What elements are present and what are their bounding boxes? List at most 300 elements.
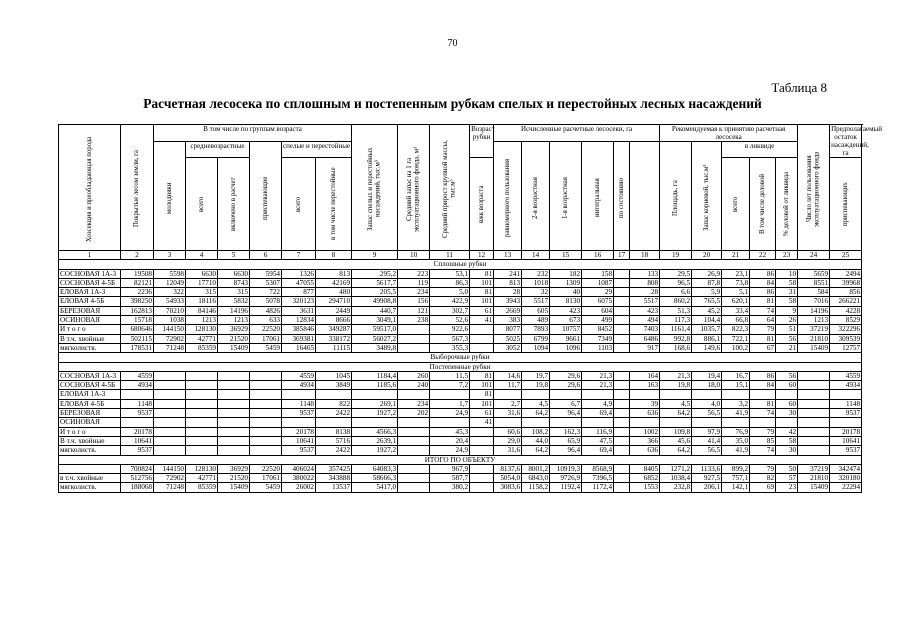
data-cell: 1133,6 [692, 464, 722, 473]
header-age-groups: В том числе по группам возраста [154, 125, 352, 142]
data-cell: 1103 [582, 343, 614, 352]
data-cell: 84146 [186, 306, 218, 315]
data-cell: 42771 [186, 334, 218, 343]
data-cell: 76,9 [722, 427, 750, 436]
data-cell: 636 [630, 446, 660, 455]
data-cell [352, 418, 398, 427]
data-cell: 423 [630, 306, 660, 315]
data-cell [470, 483, 494, 492]
row-label-cell: И т о г о [59, 325, 121, 334]
data-cell: 5617,7 [352, 278, 398, 287]
data-cell [614, 464, 630, 473]
data-cell: 23,1 [722, 269, 750, 278]
table-row [59, 436, 862, 445]
row-label-cell: БЕРЕЗОВАЯ [59, 409, 121, 418]
data-cell: 10 [776, 269, 798, 278]
header-years-of-use: Число лет пользования эксплуатационного фонда [806, 151, 821, 227]
data-cell [830, 390, 862, 399]
data-cell: 28 [494, 288, 522, 297]
data-cell: 37219 [798, 325, 830, 334]
data-cell: 8743 [218, 278, 250, 287]
data-cell: 26,9 [692, 269, 722, 278]
data-cell [750, 418, 776, 427]
data-cell: 241 [494, 269, 522, 278]
header-ripe-overripe: спелые и перестойные [282, 142, 352, 158]
data-cell: 41,9 [722, 446, 750, 455]
data-cell: 5659 [798, 269, 830, 278]
table-row [59, 334, 862, 343]
data-cell: 4934 [121, 381, 154, 390]
data-cell [614, 483, 630, 492]
data-cell: 385846 [282, 325, 316, 334]
data-cell [470, 325, 494, 334]
data-cell: 3849 [316, 381, 352, 390]
data-cell: 9537 [282, 446, 316, 455]
data-cell: 15409 [218, 483, 250, 492]
table-row [59, 269, 862, 278]
header-calculated-areas: Исчисленные расчетные лесосеки, га [494, 125, 660, 142]
row-label-cell: ЕЛОВАЯ 1А-3 [59, 288, 121, 297]
data-cell: 59517,0 [352, 325, 398, 334]
header-remaining-stands: Предполагаемый остаток насаждений, га [831, 125, 882, 157]
data-cell: 22294 [830, 483, 862, 492]
data-cell: 1038 [154, 316, 186, 325]
data-cell: 398250 [121, 297, 154, 306]
data-cell: 5459 [250, 343, 282, 352]
data-cell: 512756 [121, 474, 154, 483]
data-cell: 440,7 [352, 306, 398, 315]
data-cell: 480 [316, 288, 352, 297]
data-cell: 10757 [550, 325, 582, 334]
data-cell: 765,5 [692, 297, 722, 306]
data-cell: 64,2 [522, 446, 550, 455]
data-cell: 673 [550, 316, 582, 325]
table-row [59, 427, 862, 436]
data-cell: 58 [776, 297, 798, 306]
data-cell: 489 [522, 316, 550, 325]
table-row [59, 278, 862, 287]
header-second-age: 2-я возрастная [531, 177, 539, 219]
data-cell: 15409 [798, 343, 830, 352]
data-cell: 144150 [154, 464, 186, 473]
data-cell: 4,0 [692, 399, 722, 408]
data-cell [798, 446, 830, 455]
header-ripe-total: всего [294, 196, 302, 212]
data-cell: 9537 [830, 446, 862, 455]
data-cell: 917 [630, 343, 660, 352]
data-cell: 101 [470, 399, 494, 408]
data-cell: 10641 [830, 436, 862, 445]
row-label-cell: СОСНОВАЯ 4-5Б [59, 381, 121, 390]
row-label-cell: мягколиств. [59, 343, 121, 352]
data-cell: 206,1 [692, 483, 722, 492]
data-cell: 36929 [218, 325, 250, 334]
data-cell [614, 325, 630, 334]
data-cell: 294710 [316, 297, 352, 306]
data-cell [398, 343, 430, 352]
col-number: 4 [186, 251, 218, 260]
data-cell: 86 [750, 371, 776, 380]
data-cell: 57 [776, 474, 798, 483]
cutting-area-table [58, 124, 882, 493]
table-row [59, 409, 862, 418]
header-uniform-use: равномерного пользования [503, 158, 511, 238]
data-cell: 79 [750, 325, 776, 334]
data-cell [494, 418, 522, 427]
data-cell [398, 418, 430, 427]
data-cell: 21810 [798, 334, 830, 343]
data-cell: 133 [630, 269, 660, 278]
data-cell: 232 [522, 269, 550, 278]
data-cell: 101 [470, 297, 494, 306]
data-cell: 66,8 [722, 316, 750, 325]
table-row [59, 297, 862, 306]
data-cell: 17061 [250, 334, 282, 343]
data-cell: 56 [776, 334, 798, 343]
data-cell [798, 399, 830, 408]
section-gradual-cutting [59, 362, 862, 371]
data-cell: 922,6 [430, 325, 470, 334]
data-cell: 74 [750, 306, 776, 315]
data-cell: 60 [776, 399, 798, 408]
data-cell [614, 390, 630, 399]
data-cell: 320123 [282, 297, 316, 306]
data-cell: 6630 [186, 269, 218, 278]
data-cell: 52,6 [430, 316, 470, 325]
data-cell: 343888 [316, 474, 352, 483]
data-cell [798, 409, 830, 418]
data-cell: 7403 [630, 325, 660, 334]
data-cell [750, 390, 776, 399]
data-cell [430, 390, 470, 399]
data-cell: 355,3 [430, 343, 470, 352]
data-cell: 700824 [121, 464, 154, 473]
data-cell: 6843,0 [522, 474, 550, 483]
data-cell: 5,0 [430, 288, 470, 297]
section-object-total [59, 455, 862, 464]
data-cell: 69 [750, 483, 776, 492]
data-cell: 202 [398, 409, 430, 418]
data-cell: 15718 [121, 316, 154, 325]
data-cell: 992,8 [660, 334, 692, 343]
data-cell: 8077 [494, 325, 522, 334]
table-row [59, 288, 862, 297]
data-cell: 28 [630, 288, 660, 297]
data-cell: 234 [398, 288, 430, 297]
header-cutting-age: Возраст рубки [470, 125, 494, 158]
data-cell [470, 427, 494, 436]
data-cell: 69,4 [582, 409, 614, 418]
data-cell: 8666 [316, 316, 352, 325]
data-cell: 1927,2 [352, 409, 398, 418]
table-row [59, 306, 862, 315]
header-row-1 [59, 125, 862, 142]
data-cell: 822,3 [722, 325, 750, 334]
data-cell: 96,4 [550, 409, 582, 418]
data-cell: 45,3 [430, 427, 470, 436]
data-cell [186, 409, 218, 418]
data-cell: 5417,0 [352, 483, 398, 492]
data-cell: 238 [398, 316, 430, 325]
data-cell [154, 446, 186, 455]
data-cell: 967,9 [430, 464, 470, 473]
data-cell [218, 381, 250, 390]
data-cell: 9537 [282, 409, 316, 418]
data-cell [250, 436, 282, 445]
data-cell: 322296 [830, 325, 862, 334]
data-cell: 722,1 [722, 334, 750, 343]
data-cell: 240 [398, 381, 430, 390]
data-cell [660, 418, 692, 427]
data-cell: 39 [630, 399, 660, 408]
data-cell [250, 418, 282, 427]
data-cell: 822 [316, 399, 352, 408]
data-cell [470, 343, 494, 352]
data-cell: 1192,4 [550, 483, 582, 492]
data-cell [186, 436, 218, 445]
data-cell: 5517 [522, 297, 550, 306]
data-cell: 1213 [186, 316, 218, 325]
data-cell: 295,2 [352, 269, 398, 278]
data-cell: 5025 [494, 334, 522, 343]
data-cell: 927,5 [692, 474, 722, 483]
data-cell: 41 [470, 316, 494, 325]
data-cell: 269,1 [352, 399, 398, 408]
data-cell: 1045 [316, 371, 352, 380]
data-cell: 16465 [282, 343, 316, 352]
data-cell: 5,1 [722, 288, 750, 297]
data-cell: 369381 [282, 334, 316, 343]
header-section-species: Хозсекция и преобладающая порода [85, 136, 93, 242]
data-cell [614, 399, 630, 408]
header-overripe: в том числе перестойные [329, 167, 337, 241]
data-cell: 20178 [282, 427, 316, 436]
data-cell [798, 390, 830, 399]
data-cell: 422,9 [430, 297, 470, 306]
data-cell: 58666,3 [352, 474, 398, 483]
row-label-cell: ЕЛОВАЯ 4-5Б [59, 399, 121, 408]
data-cell: 11115 [316, 343, 352, 352]
header-area-ha: Площадь, га [671, 180, 679, 216]
data-cell: 58 [776, 436, 798, 445]
data-cell: 620,1 [722, 297, 750, 306]
data-cell: 163 [630, 381, 660, 390]
data-cell: 121 [398, 306, 430, 315]
header-integral: интегральная [593, 178, 601, 218]
data-cell: 315 [218, 288, 250, 297]
data-cell: 4559 [830, 371, 862, 380]
data-cell [250, 390, 282, 399]
data-cell: 1038,4 [660, 474, 692, 483]
data-cell: 42 [776, 427, 798, 436]
data-cell: 81 [750, 334, 776, 343]
data-cell: 9726,9 [550, 474, 582, 483]
data-cell: 18,0 [692, 381, 722, 390]
data-cell: 67 [750, 343, 776, 352]
data-cell: 29,0 [494, 436, 522, 445]
data-cell: 97,9 [692, 427, 722, 436]
col-number: 10 [398, 251, 430, 260]
data-cell [614, 334, 630, 343]
data-cell: 51,3 [660, 306, 692, 315]
data-cell: 1213 [218, 316, 250, 325]
data-cell [316, 418, 352, 427]
col-number: 7 [282, 251, 316, 260]
col-number: 21 [722, 251, 750, 260]
col-number: 13 [494, 251, 522, 260]
data-cell [614, 446, 630, 455]
table-row [59, 381, 862, 390]
header-young: молодняки [165, 182, 173, 214]
data-cell [660, 390, 692, 399]
data-cell: 45,6 [660, 436, 692, 445]
header-first-age: 1-я возрастная [561, 177, 569, 219]
header-liquid-total: всего [731, 196, 739, 212]
data-cell: 49908,8 [352, 297, 398, 306]
table-row [59, 474, 862, 483]
table-row [59, 399, 862, 408]
data-cell: 96,5 [660, 278, 692, 287]
data-cell: 21,3 [582, 371, 614, 380]
data-cell: 15,1 [722, 381, 750, 390]
row-label-cell: ОСИНОВАЯ [59, 316, 121, 325]
data-cell: 81 [470, 371, 494, 380]
data-cell: 5517 [630, 297, 660, 306]
data-cell: 60,6 [494, 427, 522, 436]
data-cell: 17710 [186, 278, 218, 287]
column-numbers-row [59, 251, 862, 260]
data-cell: 366 [630, 436, 660, 445]
col-number: 9 [352, 251, 398, 260]
section-object-total-label: ИТОГО ПО ОБЪЕКТУ [59, 455, 862, 464]
data-cell: 101 [470, 278, 494, 287]
data-cell: 64,2 [660, 409, 692, 418]
data-cell: 85 [750, 436, 776, 445]
data-cell [250, 381, 282, 390]
data-cell: 1148 [121, 399, 154, 408]
data-cell: 19,8 [522, 381, 550, 390]
data-cell [398, 474, 430, 483]
data-cell [250, 399, 282, 408]
data-cell: 101 [470, 381, 494, 390]
data-cell: 109,8 [660, 427, 692, 436]
data-cell: 234 [398, 399, 430, 408]
data-cell: 29 [582, 288, 614, 297]
data-cell: 79 [750, 427, 776, 436]
table-row [59, 343, 862, 352]
data-cell: 8551 [798, 278, 830, 287]
data-cell [722, 418, 750, 427]
data-cell: 9537 [121, 409, 154, 418]
data-cell: 21520 [218, 334, 250, 343]
data-cell: 142,1 [722, 483, 750, 492]
data-cell: 37219 [798, 464, 830, 473]
data-cell [154, 371, 186, 380]
col-number: 15 [550, 251, 582, 260]
row-label-cell: мягколиств. [59, 446, 121, 455]
data-cell: 1,7 [430, 399, 470, 408]
section-clear-cutting [59, 260, 862, 269]
data-cell: 9 [776, 306, 798, 315]
data-cell: 100,2 [722, 343, 750, 352]
data-cell: 72902 [154, 334, 186, 343]
col-number: 11 [430, 251, 470, 260]
data-cell: 1553 [630, 483, 660, 492]
data-cell: 1213 [798, 316, 830, 325]
col-number: 14 [522, 251, 550, 260]
data-cell [614, 269, 630, 278]
data-cell [614, 297, 630, 306]
data-cell [218, 409, 250, 418]
data-cell: 4228 [830, 306, 862, 315]
data-cell: 30 [776, 446, 798, 455]
data-cell: 406024 [282, 464, 316, 473]
data-cell [282, 418, 316, 427]
data-cell [614, 381, 630, 390]
row-label-cell: В т.ч. хвойные [59, 436, 121, 445]
table-row [59, 464, 862, 473]
data-cell [776, 390, 798, 399]
row-label-cell: СОСНОВАЯ 1А-3 [59, 371, 121, 380]
data-cell: 499 [582, 316, 614, 325]
row-label-cell: СОСНОВАЯ 1А-3 [59, 269, 121, 278]
data-cell: 856 [830, 288, 862, 297]
row-label-cell: ОСИНОВАЯ [59, 418, 121, 427]
data-cell: 6852 [630, 474, 660, 483]
data-cell: 260 [398, 371, 430, 380]
data-cell: 19,7 [522, 371, 550, 380]
data-cell [614, 409, 630, 418]
data-cell: 205,5 [352, 288, 398, 297]
data-cell [218, 446, 250, 455]
data-cell: 633 [250, 316, 282, 325]
row-label-cell: мягколиств. [59, 483, 121, 492]
data-cell [522, 390, 550, 399]
data-cell: 31,6 [494, 409, 522, 418]
data-cell: 8568,9 [582, 464, 614, 473]
data-cell: 2494 [830, 269, 862, 278]
col-number: 25 [830, 251, 862, 260]
data-cell: 8001,2 [522, 464, 550, 473]
data-cell: 4566,3 [352, 427, 398, 436]
data-cell: 15409 [218, 343, 250, 352]
data-cell: 18116 [186, 297, 218, 306]
section-clear-cutting-label: Сплошные рубки [59, 260, 862, 269]
data-cell: 24,9 [430, 446, 470, 455]
table-row [59, 483, 862, 492]
data-cell: 636 [630, 409, 660, 418]
data-cell [250, 371, 282, 380]
data-cell [218, 427, 250, 436]
data-cell: 29,6 [550, 381, 582, 390]
data-cell [316, 390, 352, 399]
table-row [59, 316, 862, 325]
data-cell [218, 390, 250, 399]
data-cell: 41,4 [692, 436, 722, 445]
data-cell [154, 418, 186, 427]
header-mid-included: включено в расчет [229, 177, 237, 231]
data-cell: 71248 [154, 343, 186, 352]
data-cell: 5716 [316, 436, 352, 445]
data-cell: 3631 [282, 306, 316, 315]
data-cell [798, 427, 830, 436]
data-cell: 16,7 [722, 371, 750, 380]
data-cell: 8137,6 [494, 464, 522, 473]
data-cell: 60 [776, 381, 798, 390]
data-cell [154, 390, 186, 399]
page-number: 70 [447, 38, 458, 49]
data-cell: 35,0 [722, 436, 750, 445]
